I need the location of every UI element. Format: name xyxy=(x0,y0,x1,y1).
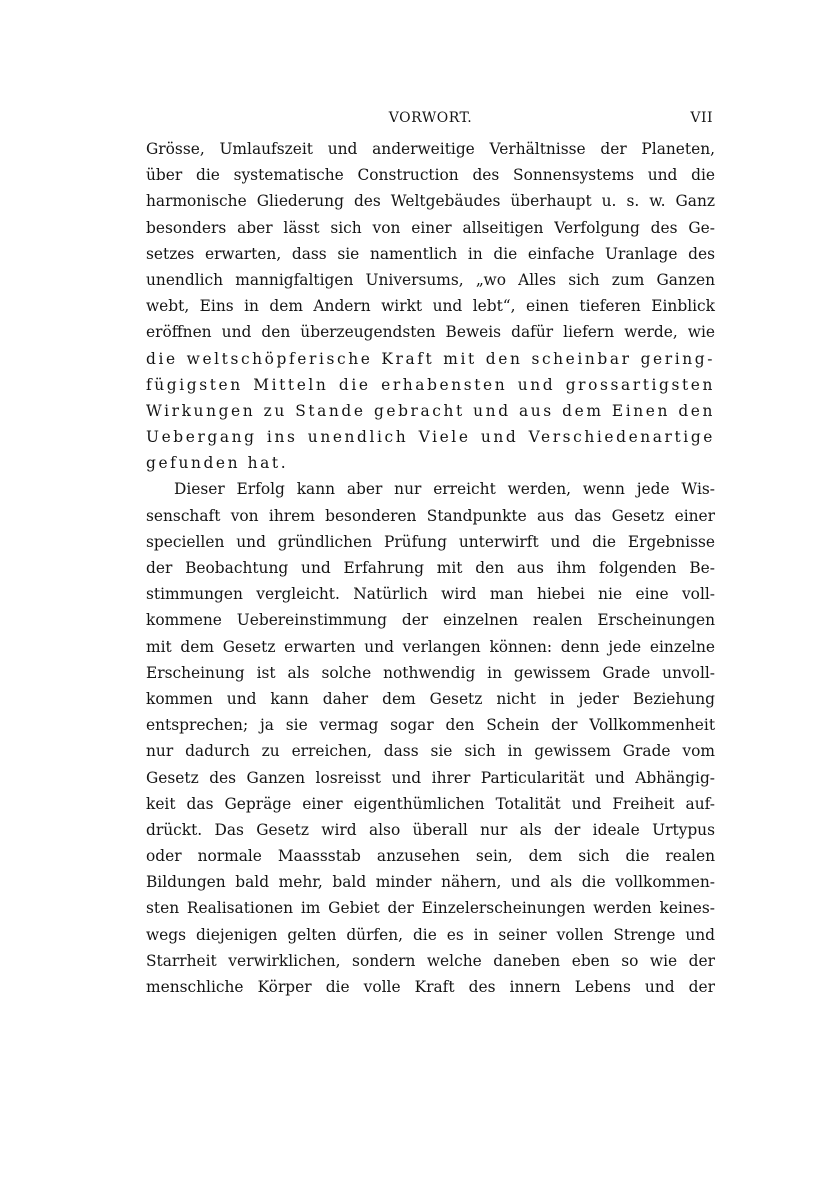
text-line: nur dadurch zu erreichen, dass sie sich in gewissem Grade vom xyxy=(146,742,715,761)
text-line: sten Realisationen im Gebiet der Einzelerscheinungen werden keines- xyxy=(146,899,715,918)
text-line: menschliche Körper die volle Kraft des innern Lebens und der xyxy=(146,978,715,996)
text-line-emphasis: fügigsten Mitteln die erhabensten und grossartigsten xyxy=(146,375,715,394)
text-line-emphasis: Wirkungen zu Stande gebracht und aus dem Einen den xyxy=(146,401,715,420)
text-line: senschaft von ihrem besonderen Standpunkte aus das Gesetz einer xyxy=(146,506,715,525)
page-number: VII xyxy=(690,110,713,126)
text-line: wegs diejenigen gelten dürfen, die es in seiner vollen Strenge und xyxy=(146,925,715,944)
text-line: unendlich mannigfaltigen Universums, „wo Alles sich zum Ganzen xyxy=(146,270,715,289)
text-line: Starrheit verwirklichen, sondern welche daneben eben so wie der xyxy=(146,951,715,970)
text-line: setzes erwarten, dass sie namentlich in die einfache Uranlage des xyxy=(146,244,715,263)
text-line: drückt. Das Gesetz wird also überall nur als der ideale Urtypus xyxy=(146,820,715,839)
text-line: besonders aber lässt sich von einer allseitigen Verfolgung des Ge- xyxy=(146,218,715,237)
text-line: Grösse, Umlaufszeit und anderweitige Verhältnisse der Planeten, xyxy=(146,140,715,158)
text-line-emphasis: die weltschöpferische Kraft mit den scheinbar gering- xyxy=(146,349,715,368)
text-line: stimmungen vergleicht. Natürlich wird man hiebei nie eine voll- xyxy=(146,585,715,604)
paragraph-1 xyxy=(146,136,715,476)
text-line: kommene Uebereinstimmung der einzelnen realen Erscheinungen xyxy=(146,611,715,630)
text-line: keit das Gepräge einer eigenthümlichen Totalität und Freiheit auf- xyxy=(146,794,715,813)
text-line: harmonische Gliederung des Weltgebäudes überhaupt u. s. w. Ganz xyxy=(146,192,715,211)
text-line: webt, Eins in dem Andern wirkt und lebt“, einen tieferen Einblick xyxy=(146,297,715,316)
text-line: kommen und kann daher dem Gesetz nicht in jeder Beziehung xyxy=(146,689,715,708)
text-line-emphasis: Uebergang ins unendlich Viele und Verschiedenartige xyxy=(146,428,715,447)
text-line: eröffnen und den überzeugendsten Beweis dafür liefern werde, wie xyxy=(146,323,715,342)
text-line: speciellen und gründlichen Prüfung unterwirft und die Ergebnisse xyxy=(146,532,715,551)
running-head xyxy=(146,110,715,136)
text-line: Gesetz des Ganzen losreisst und ihrer Particularität und Abhängig- xyxy=(146,768,715,787)
text-line: entsprechen; ja sie vermag sogar den Schein der Vollkommenheit xyxy=(146,716,715,735)
text-line-emphasis: gefunden hat. xyxy=(146,454,289,473)
text-line: Bildungen bald mehr, bald minder nähern, und als die vollkommen- xyxy=(146,873,715,892)
page xyxy=(146,110,715,1000)
text-line: mit dem Gesetz erwarten und verlangen können: denn jede einzelne xyxy=(146,637,715,656)
body-text xyxy=(146,136,715,1000)
text-line: Dieser Erfolg kann aber nur erreicht werden, wenn jede Wis- xyxy=(174,480,715,499)
running-title: VORWORT. xyxy=(388,110,473,126)
text-line: Erscheinung ist als solche nothwendig in gewissem Grade unvoll- xyxy=(146,663,715,682)
text-line: der Beobachtung und Erfahrung mit den aus ihm folgenden Be- xyxy=(146,559,715,577)
paragraph-2 xyxy=(146,476,715,1000)
text-line: über die systematische Construction des Sonnensystems und die xyxy=(146,166,715,185)
text-line: oder normale Maassstab anzusehen sein, dem sich die realen xyxy=(146,847,715,866)
